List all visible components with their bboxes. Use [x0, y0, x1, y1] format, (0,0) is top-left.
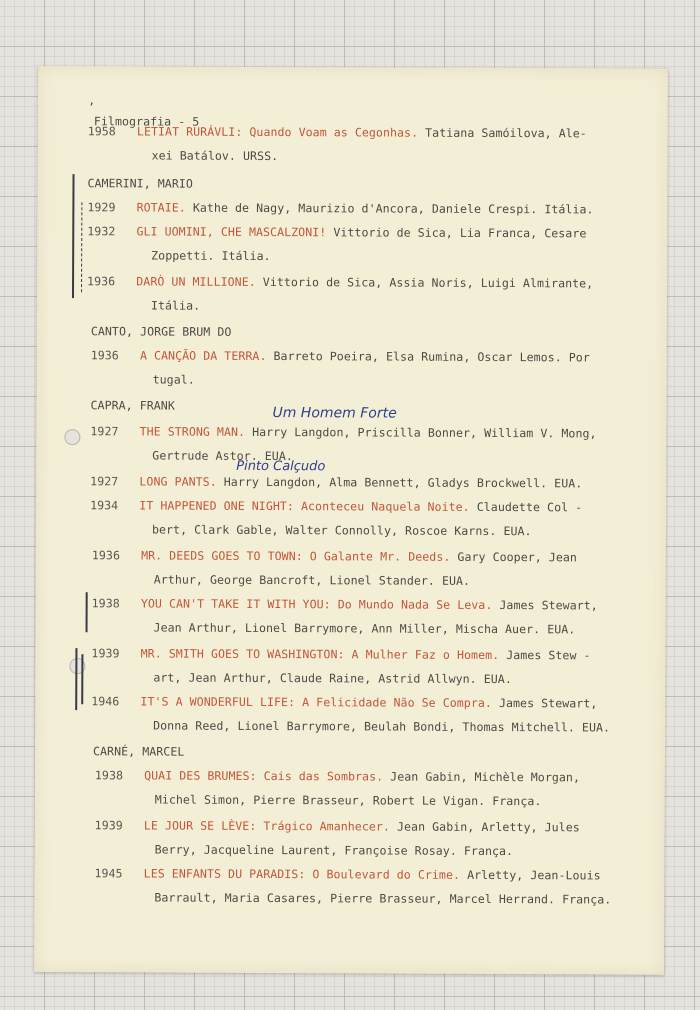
header-text: Filmografia - 5: [93, 114, 200, 129]
film-entry: [92, 596, 598, 612]
entry-year: 1927: [90, 474, 119, 489]
film-entry: [91, 646, 590, 662]
film-title: LETIAT RURÁVLI: Quando Voam as Cegonhas.: [136, 124, 419, 140]
entry-year: 1945: [94, 866, 123, 881]
film-title: QUAI DES BRUMES: Cais das Sombras.: [144, 768, 384, 784]
film-title: YOU CAN'T TAKE IT WITH YOU: Do Mundo Nada Se Leva.: [140, 596, 493, 612]
director-name: CAPRA, FRANK: [90, 398, 175, 413]
typewritten-page: [34, 66, 668, 975]
film-details: James Stewart,: [491, 695, 598, 711]
film-entry: [91, 348, 590, 364]
film-details: Jean Gabin, Arletty, Jules: [389, 819, 580, 835]
entry-year: 1938: [91, 596, 120, 611]
entry-year: 1934: [90, 498, 119, 513]
entry-continuation: art, Jean Arthur, Claude Raine, Astrid Allwyn. EUA.: [153, 670, 512, 687]
margin-bracket: [75, 648, 77, 710]
film-title: MR. DEEDS GOES TO TOWN: O Galante Mr. Deeds.: [141, 548, 451, 564]
film-details: Vittorio de Sica, Lia Franca, Cesare: [326, 225, 587, 241]
film-entry: [95, 818, 580, 834]
film-title: THE STRONG MAN.: [139, 424, 246, 439]
film-title: ROTAIE.: [136, 200, 186, 215]
entry-year: 1958: [87, 124, 116, 139]
entry-continuation: Zoppetti. Itália.: [151, 248, 271, 264]
entry-year: 1927: [90, 424, 119, 439]
film-entry: [90, 474, 582, 490]
film-entry: [90, 498, 582, 514]
handwritten-note-strong-man: Um Homem Forte: [272, 405, 397, 422]
film-details: Arletty, Jean-Louis: [460, 867, 601, 883]
entry-continuation: xei Batálov. URSS.: [151, 148, 279, 164]
film-details: Jean Gabin, Michèle Morgan,: [383, 769, 581, 785]
entry-continuation: Michel Simon, Pierre Brasseur, Robert Le Vigan. França.: [154, 792, 542, 809]
entry-year: 1939: [94, 818, 123, 833]
director-name: CAMERINI, MARIO: [87, 176, 193, 191]
film-details: Gary Cooper, Jean: [450, 549, 577, 565]
film-details: James Stewart,: [492, 597, 598, 613]
film-entry: [88, 124, 587, 140]
film-entry: [90, 424, 596, 440]
entry-year: 1932: [87, 224, 116, 239]
entry-continuation: Gertrude Astor. EUA.: [152, 448, 293, 464]
film-details: Tatiana Samóilova, Ale-: [418, 125, 587, 141]
entry-year: 1936: [91, 548, 121, 563]
margin-bracket: [81, 654, 83, 704]
film-title: LE JOUR SE LÈVE: Trágico Amanhecer.: [143, 818, 390, 834]
entry-year: 1939: [91, 646, 120, 661]
film-details: Barreto Poeira, Elsa Rumina, Oscar Lemos. Por: [266, 348, 590, 365]
entry-continuation: Berry, Jacqueline Laurent, Françoise Rosay. França.: [154, 842, 514, 859]
header-mark: ’: [87, 100, 96, 115]
film-entry: [87, 200, 593, 216]
punch-hole: [64, 429, 80, 445]
film-title: MR. SMITH GOES TO WASHINGTON: A Mulher Faz o Homem.: [140, 646, 500, 663]
director-name: CANTO, JORGE BRUM DO: [90, 324, 232, 339]
film-details: Harry Langdon, Alma Bennett, Gladys Brockwell. EUA.: [216, 474, 583, 491]
film-details: Harry Langdon, Priscilla Bonner, William V. Mong,: [245, 424, 597, 441]
film-entry: [87, 224, 586, 240]
margin-bracket: [72, 174, 75, 298]
film-details: Claudette Col -: [469, 499, 583, 515]
entry-continuation: tugal.: [152, 372, 195, 387]
film-title: LES ENFANTS DU PARADIS: O Boulevard do Crime.: [143, 866, 461, 882]
film-entry: [87, 274, 593, 290]
film-title: IT'S A WONDERFUL LIFE: A Felicidade Não Se Compra.: [140, 694, 492, 710]
film-title: IT HAPPENED ONE NIGHT: Aconteceu Naquela Noite.: [139, 498, 470, 514]
entry-continuation: bert, Clark Gable, Walter Connolly, Roscoe Karns. EUA.: [151, 522, 532, 539]
entry-continuation: Donna Reed, Lionel Barrymore, Beulah Bondi, Thomas Mitchell. EUA.: [153, 718, 611, 735]
entry-continuation: Itália.: [150, 298, 201, 313]
film-entry: [91, 694, 597, 710]
director-name: CARNÉ, MARCEL: [92, 744, 185, 759]
entry-continuation: Barrault, Maria Casares, Pierre Brasseur, Marcel Herrand. França.: [154, 890, 612, 907]
entry-year: 1938: [94, 768, 124, 783]
film-title: GLI UOMINI, CHE MASCALZONI!: [136, 224, 327, 240]
entry-year: 1936: [90, 348, 119, 363]
film-entry: [92, 548, 577, 564]
entry-year: 1929: [87, 200, 116, 215]
film-title: LONG PANTS.: [139, 474, 217, 489]
margin-bracket: [86, 592, 88, 632]
film-details: Kathe de Nagy, Maurizio d'Ancora, Daniele Crespi. Itália.: [185, 200, 594, 217]
margin-bracket: [81, 202, 82, 292]
film-title: A CANÇÃO DA TERRA.: [139, 348, 267, 363]
film-details: James Stew -: [499, 648, 591, 663]
film-details: Vittorio de Sica, Assia Noris, Luigi Almirante,: [255, 274, 594, 291]
handwritten-note-long-pants: Pinto Calçudo: [236, 458, 326, 475]
entry-year: 1946: [91, 694, 120, 709]
entry-continuation: Jean Arthur, Lionel Barrymore, Ann Miller, Mischa Auer. EUA.: [153, 620, 576, 637]
film-entry: [95, 768, 580, 784]
film-entry: [94, 866, 600, 882]
entry-year: 1936: [87, 274, 116, 289]
film-title: DARÒ UN MILLIONE.: [136, 274, 256, 289]
entry-continuation: Arthur, George Bancroft, Lionel Stander. EUA.: [153, 572, 471, 588]
